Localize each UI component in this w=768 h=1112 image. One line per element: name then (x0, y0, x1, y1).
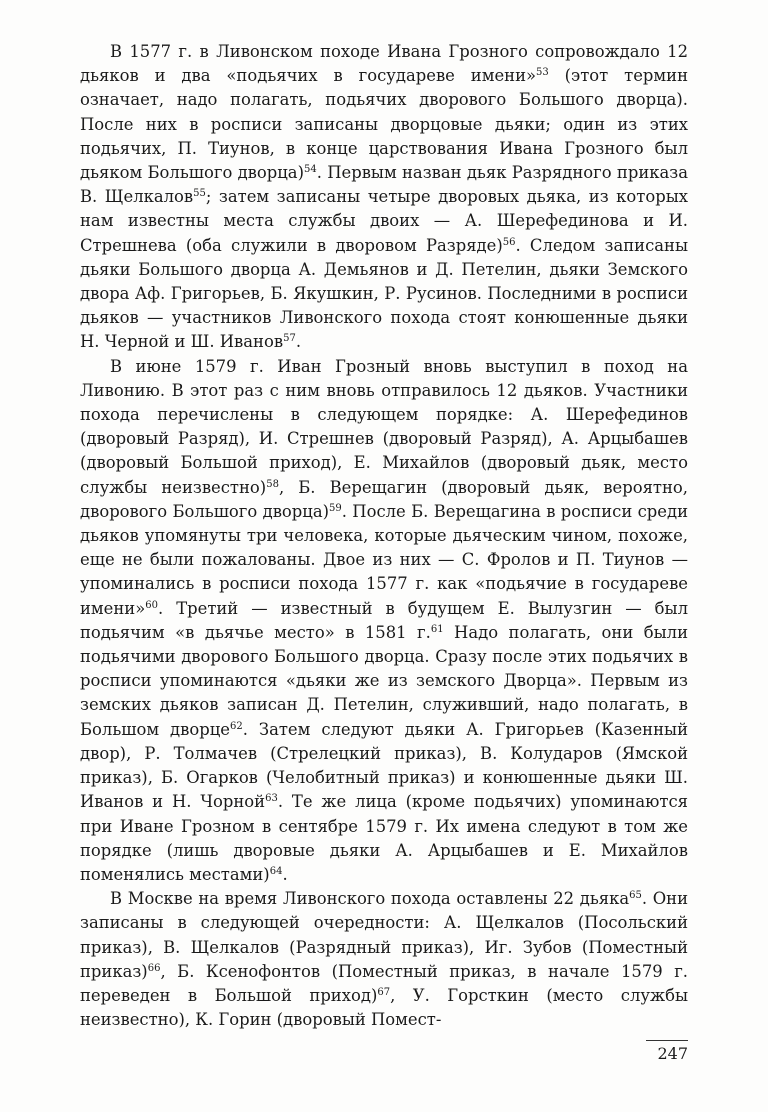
text-run: Надо полагать, они были подьячими дворового Большого дворца. Сразу после этих подьячих в росписи упоминаются «дьяки же из земского Дворца». Первым из земских дьяков записан Д. Петелин, служивший, надо полагать, в Большом дворце (80, 622, 688, 739)
text-run: , Б. Ксенофонтов (Поместный приказ, в начале 1579 г. переведен в Большой приход) (80, 961, 688, 1005)
text-run: (этот термин означает, надо полагать, подьячих дворового Большого дворца). После них в росписи записаны дворцовые дьяки; один из этих подьячих, П. Тиунов, в конце царствования Ивана Грозного был дьяком Большого дворца) (80, 66, 688, 183)
text-run: , Б. Верещагин (дворовый дьяк, вероятно, дворового Большого дворца) (80, 477, 688, 521)
text-run: ; затем записаны четыре дворовых дьяка, из которых нам известны места службы двоих — А. Шерефединова и И. Стрешнева (оба служили в дворовом Разряде) (80, 187, 689, 255)
footnote-ref[interactable]: 55 (193, 188, 206, 200)
footnote-ref[interactable]: 65 (629, 890, 642, 902)
footnote-ref[interactable]: 56 (502, 236, 516, 248)
text-run: . Затем следуют дьяки А. Григорьев (Казенный двор), Р. Толмачев (Стрелецкий приказ), В. Колударов (Ямской приказ), Б. Огарков (Челобитный приказ) и конюшенные дьяки Ш. Иванов и Н. Чорной (80, 719, 688, 812)
text-run: . Третий — известный в будущем Е. Вылузгин — был подьячим «в дьячье место» в 1581 г. (80, 598, 688, 642)
text-run: . После Б. Верещагина в росписи среди дьяков упомянуты три человека, которые дьяческим чином, похоже, еще не были пожалованы. Двое из них — С. Фролов и П. Тиунов — упоминались в росписи похода 1577 г. как «подьячие в государеве имени» (80, 501, 688, 618)
footnote-ref[interactable]: 61 (430, 623, 444, 635)
footnote-ref[interactable]: 63 (265, 793, 278, 805)
footnote-ref[interactable]: 64 (269, 865, 283, 877)
footnote-ref[interactable]: 53 (536, 67, 549, 79)
footnote-ref[interactable]: 67 (377, 986, 391, 998)
text-run: В 1577 г. в Ливонском походе Ивана Грозного сопровождало 12 дьяков и два «подьячих в государеве имени» (80, 42, 688, 86)
text-run: . Следом записаны дьяки Большого дворца А. Демьянов и Д. Петелин, дьяки Земского двора Аф. Григорьев, Б. Якушкин, Р. Русинов. Последними в росписи дьяков — участников Ливонского похода стоят конюшенные дьяки Н. Черной и Ш. Иванов (80, 235, 688, 352)
text-run: . Те же лица (кроме подьячих) упоминаются при Иване Грозном в сентябре 1579 г. Их имена следуют в том же порядке (лишь дворовые дьяки А. Арцыбашев и Е. Михайлов поменялись местами) (80, 792, 688, 884)
paragraph (80, 355, 688, 887)
text-run: . Они записаны в следующей очередности: А. Щелкалов (Посольский приказ), В. Щелкалов (Разрядный приказ), Иг. Зубов (Поместный приказ) (80, 889, 688, 981)
text-run: В Москве на время Ливонского похода оставлены 22 дьяка (110, 889, 630, 909)
footnote-ref[interactable]: 66 (147, 962, 161, 974)
footnote-ref[interactable]: 62 (229, 720, 243, 732)
footnote-ref[interactable]: 58 (266, 478, 279, 490)
footnote-ref[interactable]: 57 (283, 333, 296, 345)
footnote-ref[interactable]: 59 (329, 502, 342, 514)
page-number: 247 (657, 1044, 688, 1063)
footnote-ref[interactable]: 60 (145, 599, 158, 611)
page-number-rule (646, 1040, 688, 1041)
body-text (80, 40, 688, 1032)
text-run: . (295, 332, 302, 352)
paragraph (80, 40, 688, 355)
paragraph (80, 887, 688, 1032)
footnote-ref[interactable]: 54 (303, 164, 317, 176)
text-run: В июне 1579 г. Иван Грозный вновь выступил в поход на Ливонию. В этот раз с ним вновь отправилось 12 дьяков. Участники похода перечислены в следующем порядке: А. Шерефединов (дворовый Разряд), И. Стрешнев (дворовый Разряд), А. Арцыбашев (дворовый Большой приход), Е. Михайлов (дворовый дьяк, место службы неизвестно) (80, 356, 688, 497)
text-run: . (282, 864, 288, 884)
text-run: . Первым назван дьяк Разрядного приказа В. Щелкалов (80, 163, 688, 207)
text-run: , У. Горсткин (место службы неизвестно), К. Горин (дворовый Помест- (80, 985, 688, 1030)
